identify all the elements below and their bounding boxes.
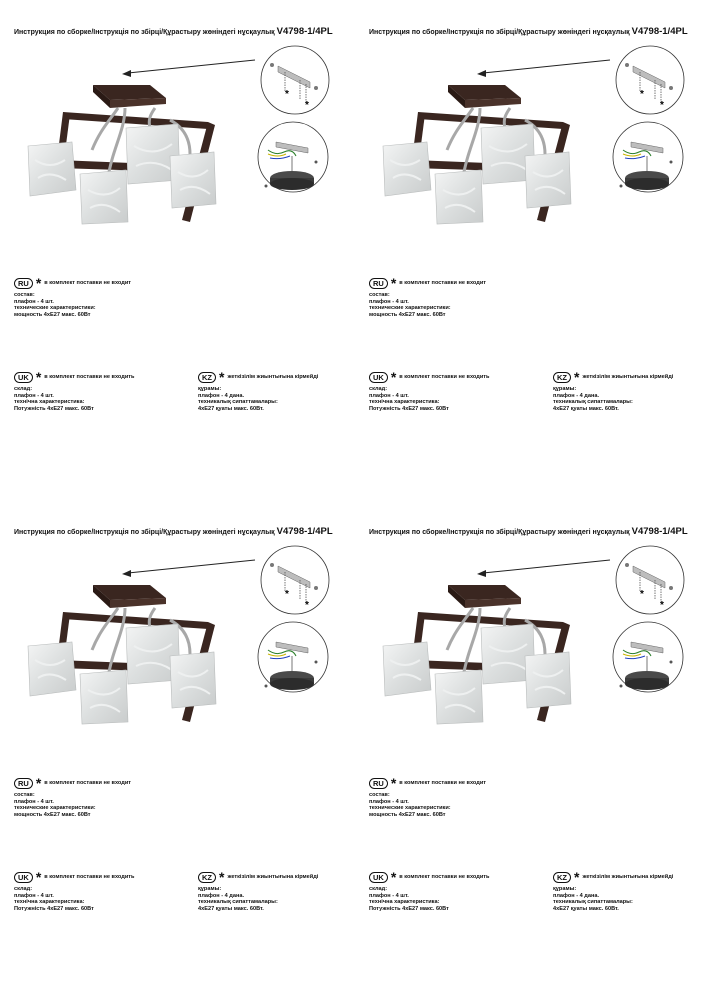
not-included-marker: * [285,589,289,600]
language-badge-uk: UK [14,372,33,383]
spec-line: склад: [14,886,33,892]
not-included-note: жеткізілім жиынтығына кірмейді [227,874,319,881]
spec-line: плафон - 4 шт. [14,798,54,805]
model-code: V4798-1/4PL [276,26,333,37]
asterisk-icon: * [35,869,42,885]
spec-line: техникалық сипаттамалары: [553,899,633,906]
glass-shade [383,142,431,196]
section-uk [14,869,135,912]
spec-line: плафон - 4 шт. [14,298,54,305]
spec-line: склад: [369,886,388,892]
not-included-note: жеткізілім жиынтығына кірмейді [582,374,674,381]
spec-line: технические характеристики: [369,805,451,812]
spec-line: техникалық сипаттамалары: [198,899,278,906]
instruction-copy [0,500,353,1000]
spec-line: Потужність 4хE27 макс. 60Вт [369,405,449,412]
asterisk-icon: * [390,775,397,791]
glass-shade [435,670,483,724]
spec-line: плафон - 4 шт. [14,892,54,899]
glass-shade [525,652,571,708]
not-included-note: в комплект поставки не входить [399,374,490,381]
spec-line: состав: [14,792,35,798]
spec-line: құрамы: [553,886,577,892]
section-ru [369,275,486,318]
mounting-bracket-detail [616,46,684,114]
mounting-bracket-detail [616,546,684,614]
not-included-note: в комплект поставки не входит [44,280,131,287]
not-included-note: в комплект поставки не входить [44,374,135,381]
mounting-bracket-detail [261,546,329,614]
title-text: Инструкция по сборке/Інструкція по збірці/Құрастыру жөніндегі нұсқаулық [369,29,630,36]
language-badge-kz: KZ [553,872,571,883]
instruction-copy [355,0,707,500]
not-included-marker: * [640,89,644,100]
chandelier-illustration [383,585,571,724]
glass-shade [80,670,128,724]
asterisk-icon: * [219,369,225,385]
not-included-note: в комплект поставки не входит [399,780,486,787]
spec-line: технические характеристики: [369,305,451,312]
spec-line: технічна характеристика: [369,899,440,906]
title-text: Инструкция по сборке/Інструкція по збірці/Құрастыру жөніндегі нұсқаулық [14,529,275,536]
spec-line: мощность 4хE27 макс. 60Вт [369,311,446,318]
spec-line: мощность 4хE27 макс. 60Вт [369,811,446,818]
asterisk-icon: * [35,775,42,791]
spec-line: техникалық сипаттамалары: [553,399,633,406]
spec-line: склад: [14,386,33,392]
instruction-copy [355,500,707,1000]
section-kz [553,369,674,412]
not-included-marker: * [305,600,309,611]
not-included-note: в комплект поставки не входить [44,874,135,881]
spec-line: плафон - 4 дана. [553,892,600,899]
language-badge-uk: UK [369,872,388,883]
spec-line: плафон - 4 шт. [369,892,409,899]
mounting-bracket-detail [261,46,329,114]
asterisk-icon: * [574,869,580,885]
pointer-arrow [122,560,255,577]
spec-line: 4хE27 қуаты макс. 60Вт. [198,405,264,412]
asterisk-icon: * [390,275,397,291]
asterisk-icon: * [574,369,580,385]
model-code: V4798-1/4PL [631,26,688,37]
spec-line: құрамы: [553,386,577,392]
spec-line: Потужність 4хE27 макс. 60Вт [369,905,449,912]
spec-line: 4хE27 қуаты макс. 60Вт. [553,405,619,412]
spec-line: технические характеристики: [14,805,96,812]
chandelier-illustration [28,585,216,724]
glass-shade [170,652,216,708]
spec-line: технічна характеристика: [14,899,85,906]
spec-line: мощность 4хE27 макс. 60Вт [14,311,91,318]
not-included-marker: * [660,100,664,111]
assembly-illustration [0,0,353,280]
section-uk [369,869,490,912]
not-included-marker: * [640,589,644,600]
asterisk-icon: * [219,869,225,885]
spec-line: 4хE27 қуаты макс. 60Вт. [198,905,264,912]
spec-line: плафон - 4 дана. [198,892,245,899]
spec-line: состав: [369,292,390,298]
not-included-marker: * [305,100,309,111]
not-included-marker: * [285,89,289,100]
asterisk-icon: * [390,369,397,385]
not-included-marker: * [660,600,664,611]
pointer-arrow [477,60,610,77]
glass-shade [525,152,571,208]
spec-line: состав: [14,292,35,298]
glass-shade [435,170,483,224]
section-kz [198,369,319,412]
title-text: Инструкция по сборке/Інструкція по збірці/Құрастыру жөніндегі нұсқаулық [369,529,630,536]
spec-line: технічна характеристика: [369,399,440,406]
spec-line: құрамы: [198,886,222,892]
chandelier-illustration [28,85,216,224]
spec-line: склад: [369,386,388,392]
language-badge-uk: UK [14,872,33,883]
language-badge-uk: UK [369,372,388,383]
spec-line: мощность 4хE27 макс. 60Вт [14,811,91,818]
glass-shade [28,142,76,196]
spec-line: плафон - 4 дана. [553,392,600,399]
spec-line: плафон - 4 шт. [369,298,409,305]
section-kz [553,869,674,912]
instruction-copy [0,0,353,500]
spec-line: плафон - 4 дана. [198,392,245,399]
spec-line: техникалық сипаттамалары: [198,399,278,406]
spec-line: Потужність 4хE27 макс. 60Вт [14,905,94,912]
section-ru [369,775,486,818]
glass-shade [170,152,216,208]
glass-shade [383,642,431,696]
language-badge-kz: KZ [198,372,216,383]
wiring-detail [258,122,328,192]
title-text: Инструкция по сборке/Інструкція по збірці/Құрастыру жөніндегі нұсқаулық [14,29,275,36]
glass-shade [28,642,76,696]
assembly-illustration [355,500,707,780]
wiring-detail [613,622,683,692]
pointer-arrow [122,60,255,77]
asterisk-icon: * [390,869,397,885]
language-badge-ru: RU [14,278,33,289]
glass-shade [80,170,128,224]
spec-line: технічна характеристика: [14,399,85,406]
not-included-note: в комплект поставки не входит [399,280,486,287]
language-badge-ru: RU [14,778,33,789]
language-badge-ru: RU [369,278,388,289]
spec-line: құрамы: [198,386,222,392]
spec-line: плафон - 4 шт. [369,392,409,399]
asterisk-icon: * [35,275,42,291]
chandelier-illustration [383,85,571,224]
spec-line: технические характеристики: [14,305,96,312]
model-code: V4798-1/4PL [276,526,333,537]
spec-line: плафон - 4 шт. [369,798,409,805]
section-kz [198,869,319,912]
wiring-detail [258,622,328,692]
section-ru [14,775,131,818]
spec-line: состав: [369,792,390,798]
language-badge-kz: KZ [553,372,571,383]
section-ru [14,275,131,318]
not-included-note: в комплект поставки не входит [44,780,131,787]
pointer-arrow [477,560,610,577]
assembly-illustration [355,0,707,280]
not-included-note: жеткізілім жиынтығына кірмейді [582,874,674,881]
spec-line: 4хE27 қуаты макс. 60Вт. [553,905,619,912]
spec-line: плафон - 4 шт. [14,392,54,399]
wiring-detail [613,122,683,192]
asterisk-icon: * [35,369,42,385]
assembly-illustration [0,500,353,780]
language-badge-ru: RU [369,778,388,789]
section-uk [14,369,135,412]
spec-line: Потужність 4хE27 макс. 60Вт [14,405,94,412]
language-badge-kz: KZ [198,872,216,883]
section-uk [369,369,490,412]
not-included-note: в комплект поставки не входить [399,874,490,881]
model-code: V4798-1/4PL [631,526,688,537]
not-included-note: жеткізілім жиынтығына кірмейді [227,374,319,381]
